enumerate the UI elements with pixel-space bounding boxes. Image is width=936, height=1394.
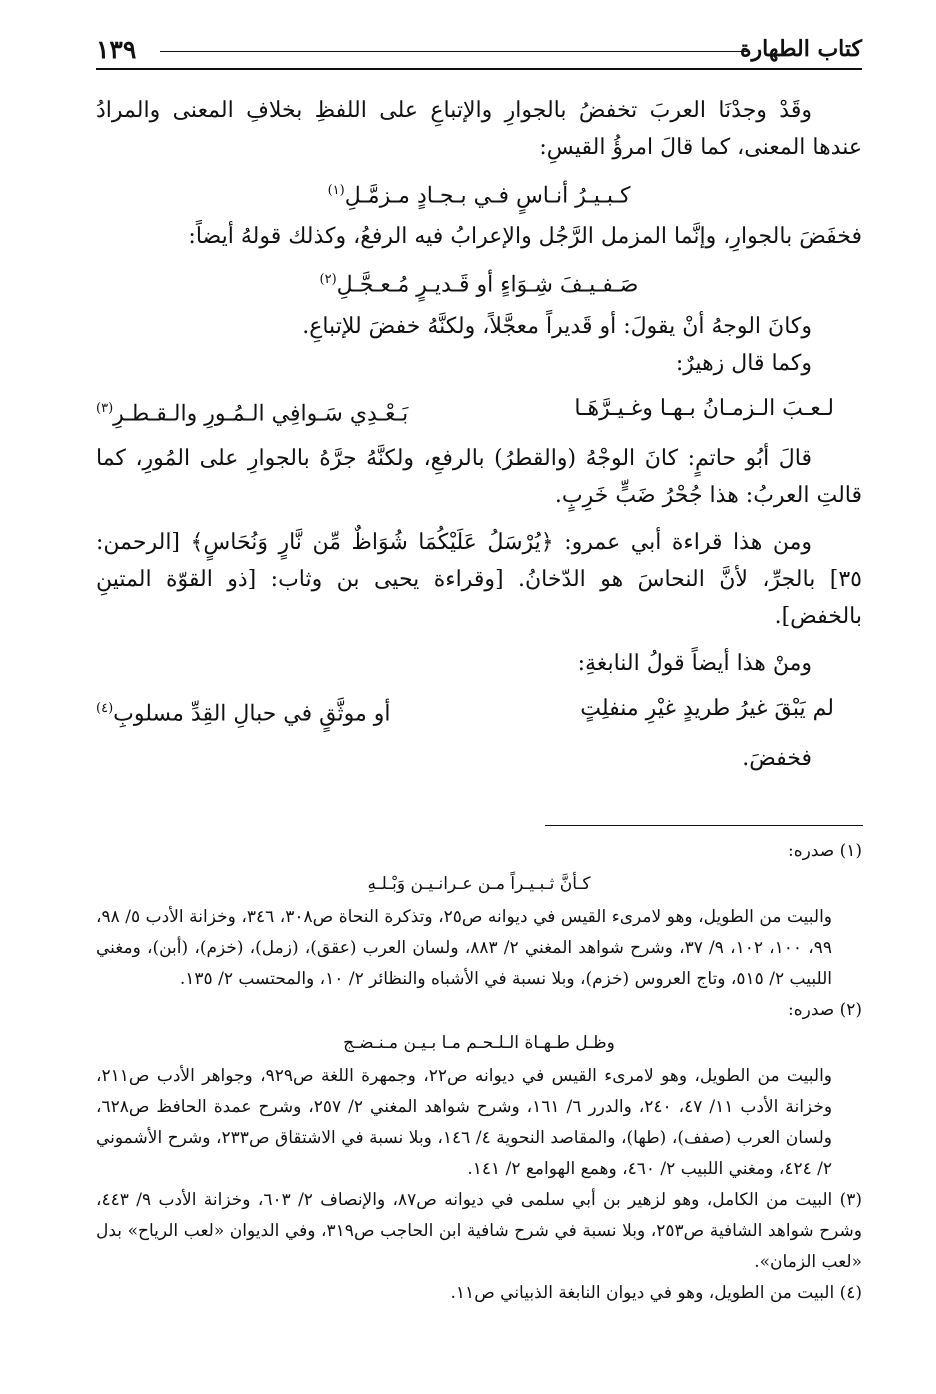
verse-hemistich-1: لـعـبَ الـزمـانُ بـهـا وغـيـرَّهَـا xyxy=(574,395,834,421)
footnote-text: (٤) البيت من الطويل، وهو في ديوان النابغة الذبياني ص١١. xyxy=(450,1283,862,1303)
header-rule xyxy=(96,68,862,70)
spacer xyxy=(96,635,862,645)
verse-line xyxy=(96,172,862,214)
paragraph: ومنْ هذا أيضاً قولُ النابغةِ: xyxy=(577,650,812,676)
running-title: كتاب الطهارة xyxy=(739,36,862,62)
verse-text: أو موثَّقٍ في حبالِ القِدِّ مسلوبِ xyxy=(113,701,391,727)
header-line xyxy=(160,51,750,52)
verse-text: صَـفـيـفَ شِـوَاءٍ أو قَـديـرٍ مُـعـجَّـلِ xyxy=(336,272,639,298)
paragraph: وقَدْ وجدْنَا العربَ تخفضُ بالجوارِ والإتباعِ على اللفظِ بخلافِ المعنى والمرادُ عندها المعنى، كما قالَ امرؤُ القيسِ: xyxy=(96,98,862,160)
paragraph: ومن هذا قراءة أبي عمرو: ﴿يُرْسَلُ عَلَيْكُمَا شُوَاظٌ مِّن نَّارٍ وَنُحَاسٍ﴾ [الرحمن: ٣٥] بالجرِّ، لأنَّ النحاسَ هو الدّخانُ. [وقراءة يحيى بن وثاب: [ذو القوّة المتينِ بالخفض]. xyxy=(96,529,862,629)
verse-line xyxy=(96,261,862,303)
verse-couplet xyxy=(96,690,862,732)
spacer xyxy=(96,514,862,524)
footnote-separator xyxy=(545,825,863,826)
footnote-ref: (٤) xyxy=(96,700,114,716)
verse-couplet xyxy=(96,390,862,432)
paragraph: وكانَ الوجهُ أنْ يقولَ: أو قَديراً معجَّلاً، ولكنَّهُ خفضَ للإتباعِ. xyxy=(302,313,812,339)
verse-hemistich-2 xyxy=(96,390,408,432)
footnote-text: (٣) البيت من الكامل، وهو لزهير بن أبي سلمى في ديوانه ص٨٧، والإنصاف ٢/ ٦٠٣، وخزانة الأدب ٩/ ٤٤٣، وشرح شواهد الشافية ص٢٥٣، وبلا نسبة في شرح شافية ابن الحاجب ص٣١٩، وفي الديوان «لعب الرياح» بدل «لعب الزمان». xyxy=(96,1190,863,1272)
page-number: ١٣٩ xyxy=(96,35,137,64)
paragraph: قالَ أبُو حاتمٍ: كانَ الوجْهُ (والقطرُ) بالرفعِ، ولكنَّهُ جرَّهُ بالجوارِ على المُورِ، كما قالتِ العربُ: هذا جُحْرُ ضَبٍّ خَرِبٍ. xyxy=(96,445,862,508)
footnote-ref: (٢) xyxy=(319,272,337,288)
footnote-heading: (١) صدره: xyxy=(787,841,862,861)
footnote-heading: (٢) صدره: xyxy=(787,1000,862,1020)
paragraph: فخفضَ. xyxy=(742,746,812,772)
footnote-text: والبيت من الطويل، وهو لامرىء القيس في ديوانه ص٢٥، وتذكرة النحاة ص٣٠٨، ٣٤٦، وخزانة الأدب ٥/ ٩٨، ٩٩، ١٠٠، ١٠٢، ٩/ ٣٧، وشرح شواهد المغني ٢/ ٨٨٣، ولسان العرب (عقق)، (زمل)، (خزم)، (أبن)، ومغني اللبيب ٢/ ٥١٥، وتاج العروس (خزم)، وبلا نسبة في الأشباه والنظائر ٢/ ١٠، والمحتسب ٢/ ١٣٥. xyxy=(96,907,833,989)
running-header xyxy=(96,28,862,68)
main-text xyxy=(96,92,862,777)
verse-text: كـبـيـرُ أنـاسٍ فـي بـجـادٍ مـزمَّـلِ xyxy=(344,183,631,209)
footnote-verse: وظـل طـهـاة الـلـحـم مـا بـيـن مـنـضـج xyxy=(343,1033,615,1053)
verse-text: بَـعْـدِي سَـوافِي الـمُـورِ والـقـطـرِ xyxy=(113,400,409,426)
footnote-text: والبيت من الطويل، وهو لامرىء القيس في ديوانه ص٢٢، وجمهرة اللغة ص٩٢٩، وجواهر الأدب ص٢١١، وخزانة الأدب ١١/ ٤٧، ٢٤٠، والدرر ٦/ ١٦١، وشرح شواهد المغني ٢/ ٢٥٧، وشرح عمدة الحافظ ص٦٢٨، ولسان العرب (صفف)، (طها)، والمقاصد النحوية ٤/ ١٤٦، وبلا نسبة في الاشتقاق ص٢٣٣، وشرح الأشموني ٢/ ٤٢٤، ومغني اللبيب ٢/ ٤٦٠، وهمع الهوامع ٢/ ١٤١. xyxy=(96,1066,833,1179)
footnote-ref: (٣) xyxy=(96,400,114,416)
paragraph: فخفَضَ بالجوارِ، وإنَّما المزمل الرَّجُل والإعرابُ فيه الرفعُ، وكذلك قولهُ أيضاً: xyxy=(188,224,862,250)
verse-hemistich-1: لم يَبْقَ غيرُ طريدٍ غيْرِ منفلِتٍ xyxy=(580,695,834,721)
footnotes xyxy=(96,836,862,1309)
verse-hemistich-2 xyxy=(96,690,391,732)
footnote-verse: كـأنَّ ثـبـيـراً مـن عـرانـيـن وَبْـلـهِ xyxy=(367,874,591,894)
paragraph: وكما قال زهيرٌ: xyxy=(675,350,812,376)
footnote-ref: (١) xyxy=(327,183,345,198)
